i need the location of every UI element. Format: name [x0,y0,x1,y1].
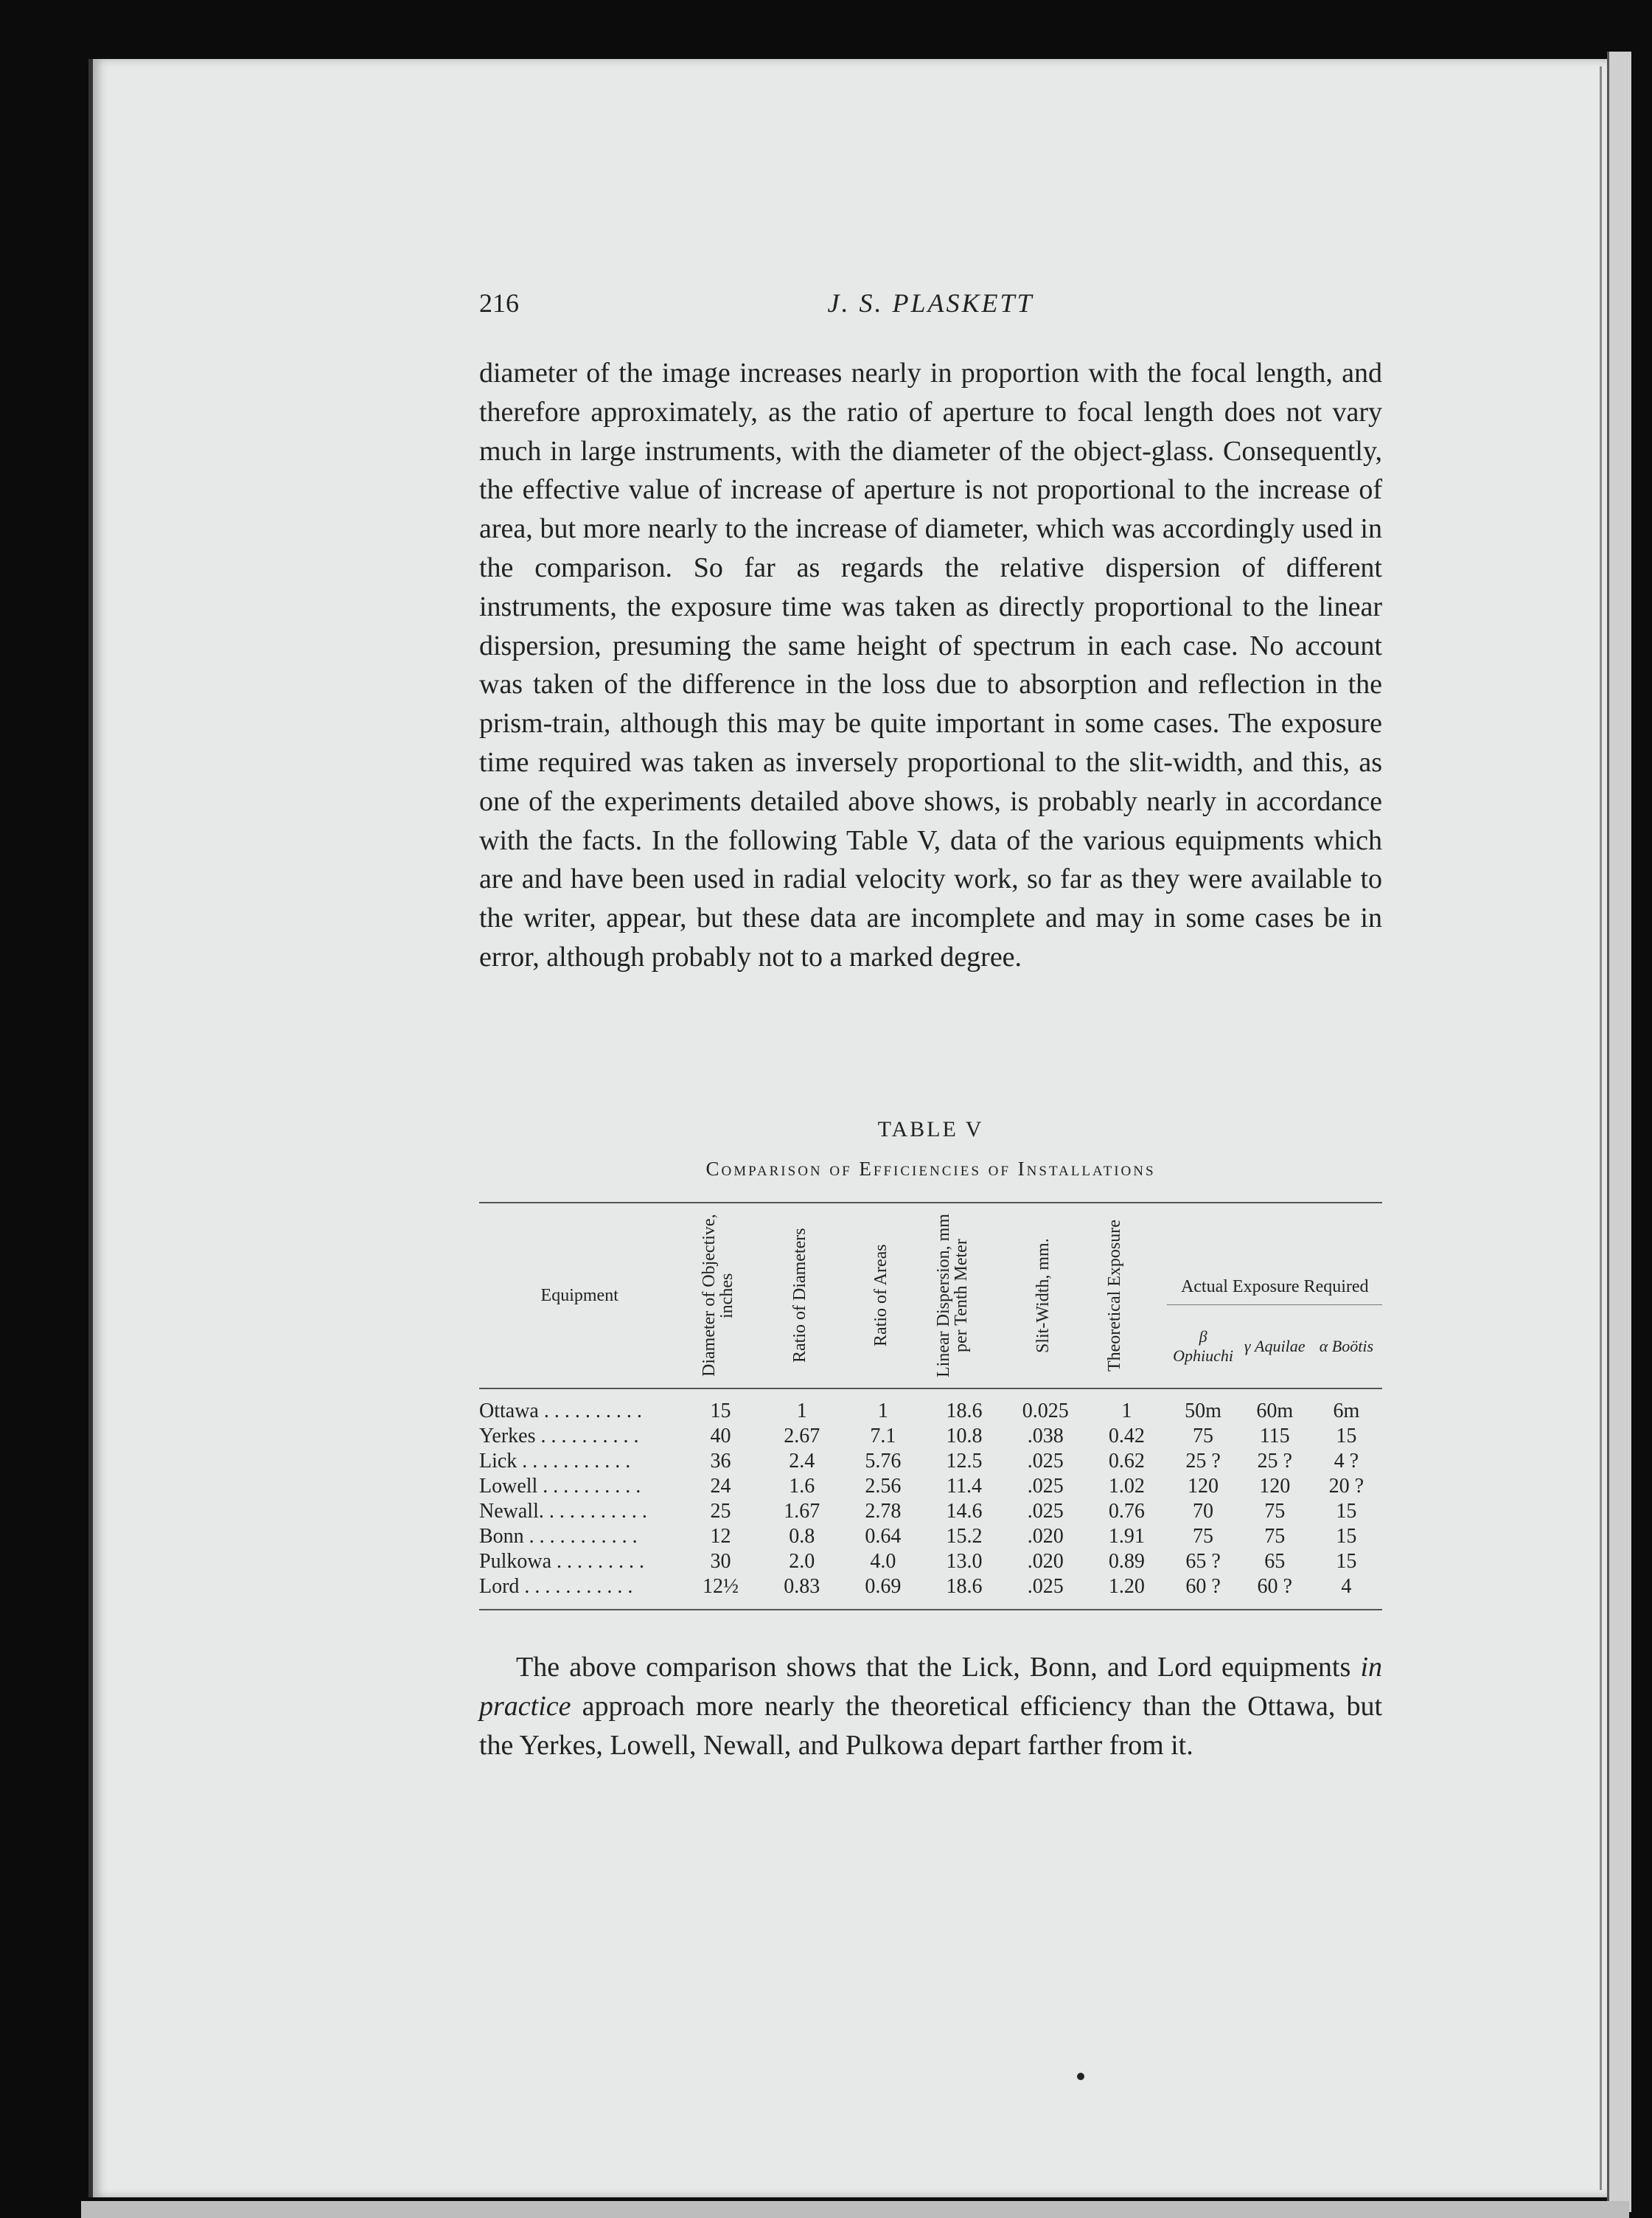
header-linear-dispersion: Linear Dispersion, mm per Tenth Meter [924,1203,1005,1388]
paragraph-2-italic: in practice [479,1652,1382,1722]
cell-beta-ophiuchi: 25 ? [1185,1450,1221,1473]
page-edge [1607,52,1631,2212]
cell-ratio-areas: 1 [877,1400,888,1422]
header-beta-ophiuchi: β Ophiuchi [1167,1304,1238,1388]
table-row [479,1424,1382,1449]
cell-equipment: Yerkes . . . . . . . . . . [479,1425,639,1447]
cell-equipment: Lowell . . . . . . . . . . [479,1475,641,1498]
cell-diameter: 36 [710,1450,731,1473]
cell-linear-dispersion: 14.6 [946,1500,983,1523]
cell-linear-dispersion: 18.6 [946,1400,983,1422]
cell-diameter: 12 [710,1525,731,1548]
cell-equipment: Lord . . . . . . . . . . . [479,1574,680,1610]
cell-alpha-bootis: 6m [1333,1400,1360,1422]
cell-ratio-diameters: 2.0 [789,1550,815,1573]
cell-beta-ophiuchi: 75 [1193,1425,1214,1447]
running-head: J. S. PLASKETT [827,288,1034,318]
cell-alpha-bootis: 4 [1311,1574,1382,1610]
table-row [479,1524,1382,1549]
header-slit-width: Slit-Width, mm. [1005,1203,1086,1388]
header-ratio-areas: Ratio of Areas [843,1203,924,1388]
cell-gamma-aquilae: 120 [1259,1475,1291,1498]
cell-beta-ophiuchi: 60 ? [1167,1574,1238,1610]
cell-slit-width: .020 [1027,1525,1064,1548]
cell-alpha-bootis: 15 [1336,1550,1357,1573]
cell-diameter: 40 [710,1425,731,1447]
cell-linear-dispersion: 11.4 [947,1475,983,1498]
cell-beta-ophiuchi: 120 [1188,1475,1219,1498]
cell-theoretical-exposure: 0.42 [1108,1425,1145,1447]
cell-equipment: Bonn . . . . . . . . . . . [479,1525,638,1548]
table-row [479,1474,1382,1499]
cell-slit-width: .025 [1027,1450,1064,1473]
cell-theoretical-exposure: 0.62 [1108,1450,1145,1473]
cell-ratio-diameters: 1 [796,1400,807,1422]
header-gamma-aquilae: γ Aquilae [1239,1304,1311,1388]
cell-ratio-diameters: 2.4 [789,1450,815,1473]
cell-beta-ophiuchi: 70 [1193,1500,1214,1523]
table-row [479,1549,1382,1574]
cell-theoretical-exposure: 0.76 [1108,1500,1145,1523]
cell-alpha-bootis: 20 ? [1328,1475,1365,1498]
cell-equipment: Pulkowa . . . . . . . . . [479,1550,644,1573]
cell-slit-width: 0.025 [1022,1400,1069,1422]
page-mark-dot [1077,2073,1084,2080]
cell-linear-dispersion: 18.6 [924,1574,1005,1610]
cell-equipment: Ottawa . . . . . . . . . . [479,1400,642,1422]
cell-ratio-areas: 4.0 [870,1550,896,1573]
cell-alpha-bootis: 15 [1336,1525,1357,1548]
cell-alpha-bootis: 4 ? [1334,1450,1359,1473]
cell-beta-ophiuchi: 75 [1193,1525,1214,1548]
cell-beta-ophiuchi: 65 ? [1185,1550,1221,1573]
header-theoretical-exposure: Theoretical Exposure [1086,1203,1167,1388]
page-header [479,288,1382,324]
cell-ratio-areas: 5.76 [865,1450,902,1473]
paragraph-1: diameter of the image increases nearly in proportion with the focal length, and therefore approximately, as the ratio of aperture to focal length does not vary much in large instruments, with the diameter of the object-glass. Consequently, the effective value of increase of aperture is not proportional to the increase of area, but more nearly to the increase of diameter, which was accordingly used in the comparison. So far as regards the relative dispersion of different instruments, the exposure time was taken as directly proportional to the linear dispersion, presuming the same height of spectrum in each case. No account was taken of the difference in the loss due to absorption and reflection in the prism-train, although this may be quite important in some cases. The exposure time required was taken as inversely proportional to the slit-width, and this, as one of the experiments detailed above shows, is probably nearly in accordance with the facts. In the following Table V, data of the various equipments which are and have been used in radial velocity work, so far as they were available to the writer, appear, but these data are incomplete and may in some cases be in error, although probably not to a marked degree. [479,358,1382,973]
table-row [479,1574,1382,1610]
cell-ratio-diameters: 0.8 [789,1525,815,1548]
table-row [479,1388,1382,1424]
cell-slit-width: .025 [1027,1500,1064,1523]
cell-theoretical-exposure: 0.89 [1108,1550,1145,1573]
cell-slit-width: .025 [1027,1475,1064,1498]
cell-gamma-aquilae: 115 [1259,1425,1290,1447]
cell-theoretical-exposure: 1 [1121,1400,1132,1422]
table-caption: Comparison of Efficiencies of Installations [705,1158,1156,1180]
cell-linear-dispersion: 15.2 [946,1525,983,1548]
cell-equipment: Lick . . . . . . . . . . . [479,1450,631,1473]
cell-ratio-diameters: 1.67 [784,1500,820,1523]
cell-diameter: 30 [710,1550,731,1573]
cell-diameter: 15 [710,1400,731,1422]
efficiency-table [479,1202,1382,1610]
cell-linear-dispersion: 10.8 [946,1425,983,1447]
cell-diameter: 24 [710,1475,731,1498]
cell-gamma-aquilae: 75 [1264,1525,1286,1548]
cell-ratio-diameters: 1.6 [789,1475,815,1498]
table-row [479,1449,1382,1474]
page-bottom-edge [81,2201,1629,2218]
cell-equipment: Newall. . . . . . . . . . . [479,1500,647,1523]
paragraph-2-end: approach more nearly the theoretical efficiency than the Ottawa, but the Yerkes, Lowell, Newall, and Pulkowa depart farther from it. [479,1690,1382,1761]
header-actual-exposure: Actual Exposure Required [1167,1203,1382,1304]
paragraph-2-start: The above comparison shows that the Lick, Bonn, and Lord equipments [516,1652,1361,1683]
cell-gamma-aquilae: 25 ? [1257,1450,1292,1473]
cell-linear-dispersion: 12.5 [946,1450,983,1473]
cell-ratio-areas: 2.78 [865,1500,902,1523]
page-number: 216 [479,288,519,318]
header-diameter: Diameter of Objective, inches [680,1203,761,1388]
cell-ratio-areas: 7.1 [870,1425,896,1447]
cell-ratio-areas: 0.69 [843,1574,924,1610]
table-title: TABLE V [877,1117,984,1141]
cell-diameter: 12½ [680,1574,761,1610]
cell-gamma-aquilae: 60 ? [1239,1574,1311,1610]
cell-slit-width: .020 [1027,1550,1064,1573]
cell-ratio-areas: 2.56 [865,1475,902,1498]
cell-ratio-diameters: 0.83 [761,1574,843,1610]
page-gutter [1600,66,1602,2190]
cell-theoretical-exposure: 1.02 [1108,1475,1145,1498]
cell-slit-width: .025 [1005,1574,1086,1610]
cell-gamma-aquilae: 65 [1264,1550,1286,1573]
cell-ratio-diameters: 2.67 [784,1425,820,1447]
paragraph-2 [479,1648,1382,1765]
header-alpha-bootis: α Boötis [1311,1304,1382,1388]
header-ratio-diameters: Ratio of Diameters [761,1203,843,1388]
cell-theoretical-exposure: 1.20 [1086,1574,1167,1610]
cell-alpha-bootis: 15 [1336,1425,1357,1447]
cell-theoretical-exposure: 1.91 [1108,1525,1145,1548]
cell-linear-dispersion: 13.0 [946,1550,983,1573]
cell-ratio-areas: 0.64 [865,1525,902,1548]
cell-diameter: 25 [710,1500,731,1523]
cell-gamma-aquilae: 60m [1256,1400,1294,1422]
cell-slit-width: .038 [1027,1425,1064,1447]
header-equipment: Equipment [479,1203,680,1388]
table-row [479,1499,1382,1524]
cell-alpha-bootis: 15 [1336,1500,1357,1523]
cell-beta-ophiuchi: 50m [1185,1400,1221,1422]
cell-gamma-aquilae: 75 [1264,1500,1286,1523]
